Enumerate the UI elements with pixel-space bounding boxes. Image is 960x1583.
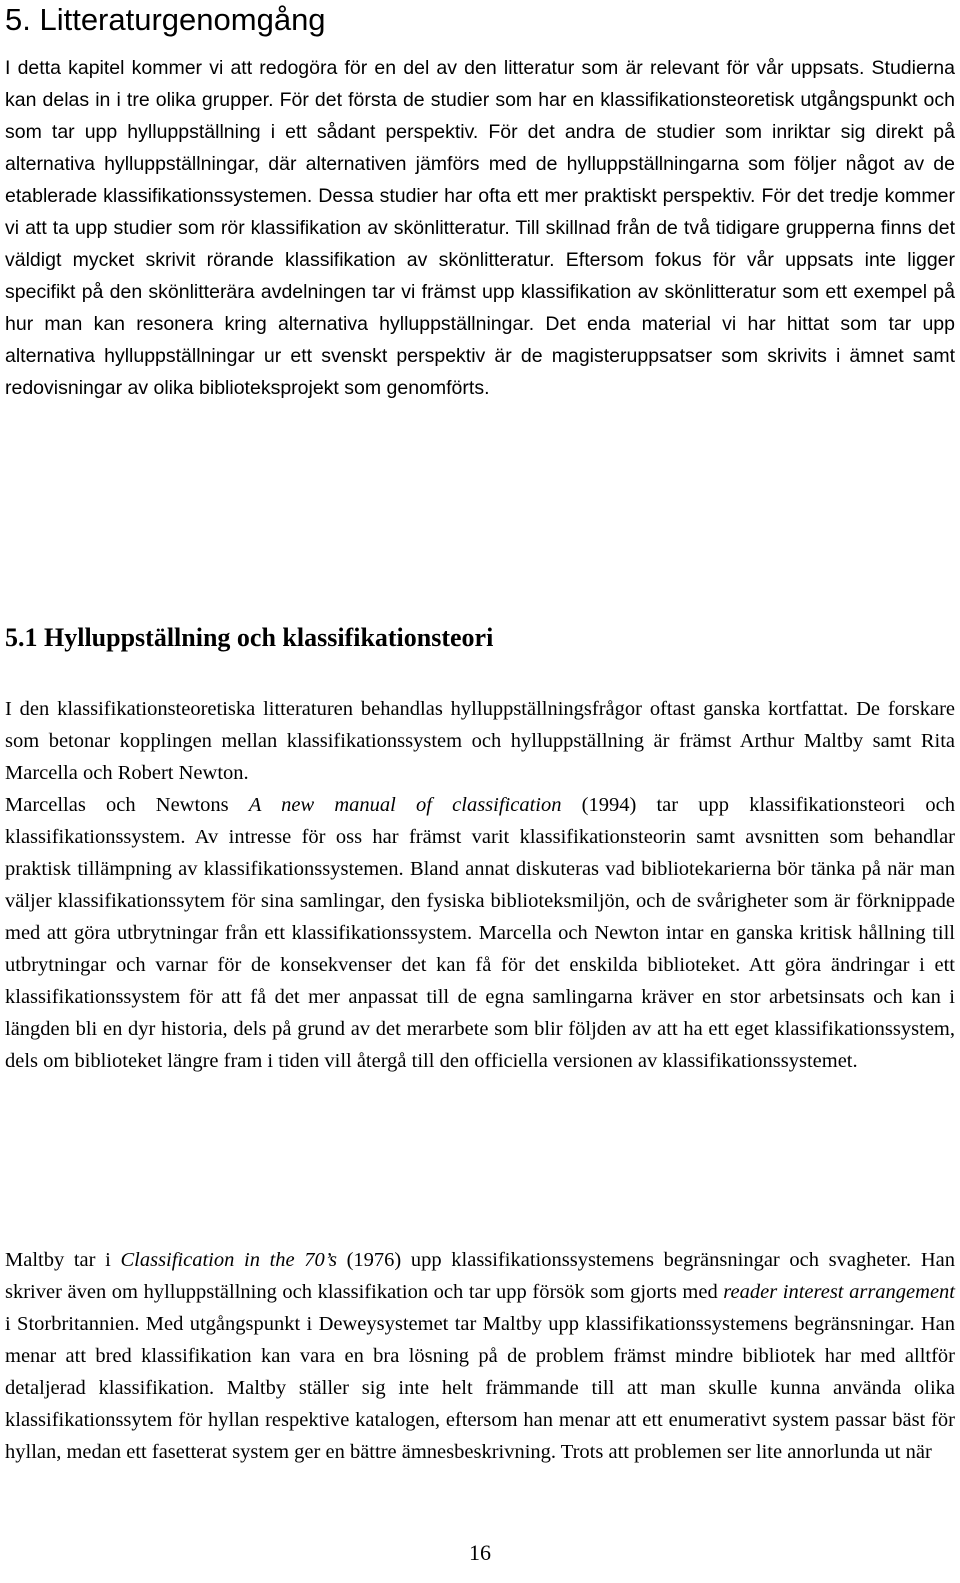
paragraph-text: (1994) tar upp klassifikationsteori och klassifikationssystem. Av intresse för oss har främst varit klassifikationsteorin samt avsnitten som behandlar praktisk tillämpning av klassifikationssystemen. Bland annat diskuteras vad bibliotekarierna bör tänka på när man väljer klassifikationssytem för sina samlingar, den fysiska biblioteksmiljön, och de svårigheter som är förknippade med att göra utbrytningar från ett klassifikationssystem. Marcella och Newton intar en ganska kritisk hållning till utbrytningar och varnar för de konsekvenser det kan få för det enskilda biblioteket. Att göra ändringar i ett klassifikationssystem för att få det mer anpassat till de egna samlingarna kräver en stor arbetsinsats och kan i längden bli en dyr historia, dels på grund av det merarbete som blir följden av att ha ett eget klassifikationssystem, dels om biblioteket längre fram i tiden vill återgå till den officiella versionen av klassifikationssystemet. (5, 794, 955, 1072)
paragraph-text: i Storbritannien. Med utgångspunkt i Deweysystemet tar Maltby upp klassifikationssystemens begränsningar. Han menar att bred klassifikation kan vara en bra lösning på de problem främst mindre bibliotek har med alltför detaljerad klassifikation. Maltby ställer sig inte helt främmande till att man skulle kunna använda olika klassifikationssytem för hyllan respektive katalogen, eftersom han menar att ett enumerativt system passar bäst för hyllan, medan ett fasetterat system ger en bättre ämnesbeskrivning. Trots att problemen ser lite annorlunda ut när (5, 1313, 955, 1463)
book-title: Classification in the 70’s (120, 1249, 337, 1271)
section-paragraph-2 (5, 789, 955, 1077)
term: reader interest arrangement (723, 1281, 955, 1303)
book-title: A new manual of classification (248, 794, 562, 816)
intro-paragraph: I detta kapitel kommer vi att redogöra för en del av den litteratur som är relevant för vår uppsats. Studierna kan delas in i tre olika grupper. För det första de studier som har en klassifikationsteoretisk utgångspunkt och som tar upp hylluppställning i ett sådant perspektiv. För det andra de studier som inriktar sig direkt på alternativa hylluppställningar, där alternativen jämförs med de hylluppställningarna som följer något av de etablerade klassifikationssystemen. Dessa studier har ofta ett mer praktiskt perspektiv. För det tredje kommer vi att ta upp studier som rör klassifikation av skönlitteratur. Till skillnad från de två tidigare grupperna finns det väldigt mycket skrivit rörande klassifikation av skönlitteratur. Eftersom fokus för vår uppsats inte ligger specifikt på den skönlitterära avdelningen tar vi främst upp klassifikation av skönlitteratur som ett exempel på hur man kan resonera kring alternativa hylluppställningar. Det enda material vi har hittat som tar upp alternativa hylluppställningar ur ett svenskt perspektiv är de magisteruppsatser som skrivits i ämnet samt redovisningar av olika biblioteksprojekt som genomförts. (5, 57, 955, 399)
section-paragraph-1: I den klassifikationsteoretiska litteraturen behandlas hylluppställningsfrågor oftast ganska kortfattat. De forskare som betonar kopplingen mellan klassifikationssystem och hylluppställning är främst Arthur Maltby samt Rita Marcella och Robert Newton. (5, 698, 955, 784)
page-number: 16 (469, 1540, 491, 1565)
section-paragraph-3 (5, 1244, 955, 1468)
paragraph-text: Marcellas och Newtons (5, 794, 249, 816)
paragraph-text: Maltby tar i (5, 1249, 121, 1271)
chapter-heading: 5. Litteraturgenomgång (5, 2, 326, 37)
paragraph-text: (1976) upp klassifikationssystemens begränsningar och svagheter. Han skriver även om hylluppställning och klassifikation och tar upp försök som gjorts med (5, 1249, 955, 1303)
section-heading: 5.1 Hylluppställning och klassifikationsteori (5, 623, 494, 652)
